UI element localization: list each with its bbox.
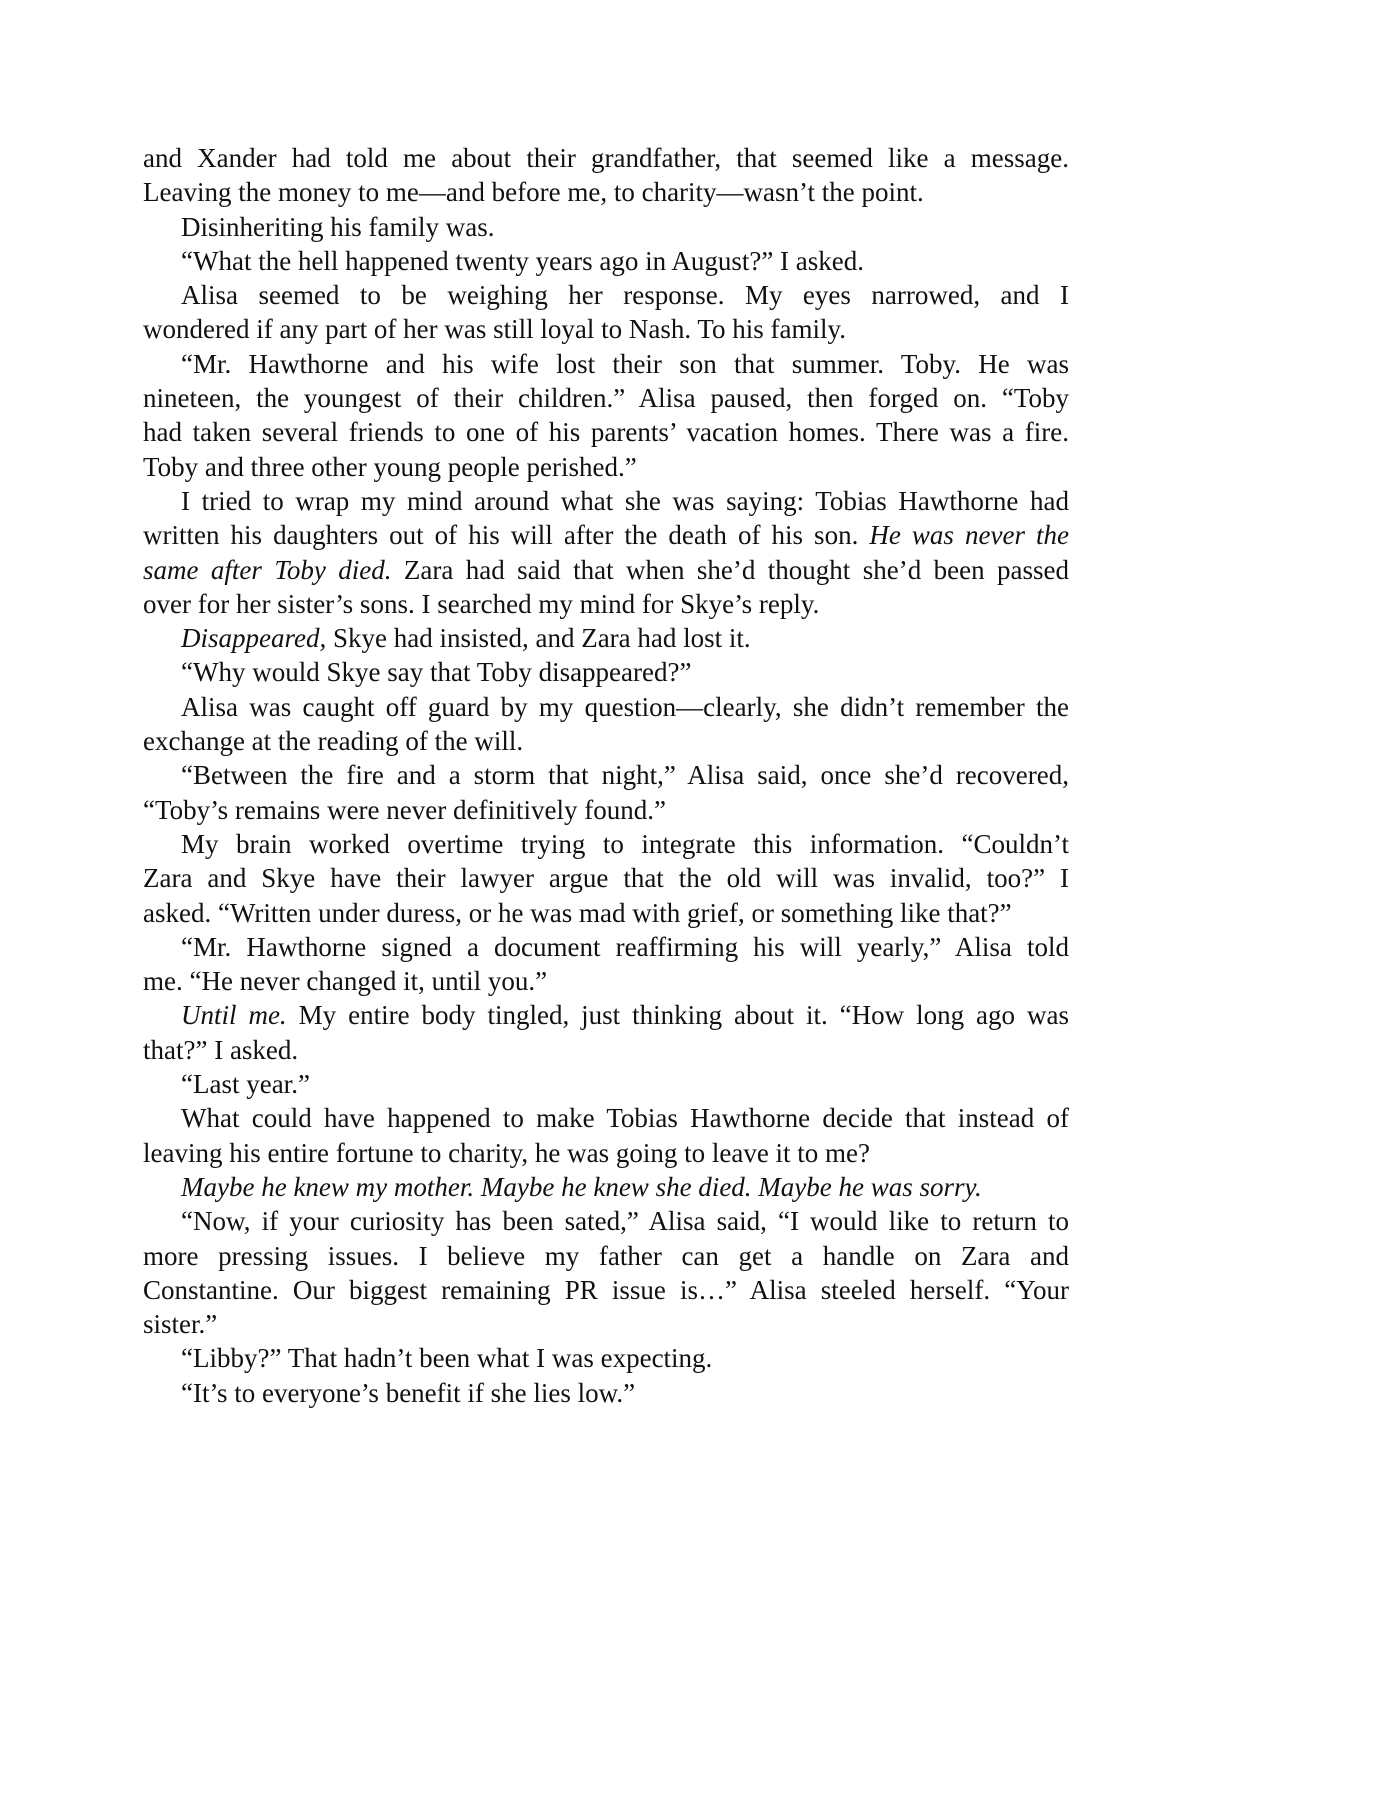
text-line <box>143 141 1069 175</box>
text-span: “Libby?” That hadn’t been what I was expecting. <box>181 1343 713 1374</box>
text-line <box>143 724 1069 758</box>
text-line <box>143 175 1069 209</box>
text-line <box>143 278 1069 312</box>
text-line <box>143 655 1069 689</box>
text-span: What could have happened to make Tobias Hawthorne decide that instead of <box>181 1103 1069 1134</box>
paragraph <box>143 930 1069 999</box>
text-span: asked. “Written under duress, or he was mad with grief, or something like that?” <box>143 897 1012 928</box>
text-span: “What the hell happened twenty years ago in August?” I asked. <box>181 245 865 276</box>
text-line <box>143 1033 1069 1067</box>
paragraph <box>143 1067 1069 1101</box>
text-span: “Between the fire and a storm that night,” Alisa said, once she’d recovered, <box>181 760 1069 791</box>
paragraph <box>143 758 1069 827</box>
paragraph <box>143 278 1069 347</box>
text-line <box>143 518 1069 552</box>
text-line <box>143 1239 1069 1273</box>
paragraph <box>143 210 1069 244</box>
italic-text: Until me. <box>181 1000 287 1031</box>
text-span: had taken several friends to one of his parents’ vacation homes. There was a fire. <box>143 417 1069 448</box>
text-span: written his daughters out of his will after the death of his son. <box>143 520 870 551</box>
text-line <box>143 244 1069 278</box>
paragraph <box>143 141 1069 210</box>
paragraph <box>143 1376 1069 1410</box>
paragraph <box>143 655 1069 689</box>
text-line <box>143 484 1069 518</box>
text-line <box>143 621 1069 655</box>
text-span: wondered if any part of her was still loyal to Nash. To his family. <box>143 314 846 345</box>
text-line <box>143 1204 1069 1238</box>
text-line <box>143 1376 1069 1410</box>
book-page-body <box>143 141 1069 1410</box>
text-span: “Last year.” <box>181 1069 310 1100</box>
text-span: My entire body tingled, just thinking about it. “How long ago was <box>286 1000 1069 1031</box>
text-span: My brain worked overtime trying to integrate this information. “Couldn’t <box>181 828 1069 859</box>
text-line <box>143 690 1069 724</box>
text-line <box>143 312 1069 346</box>
text-line <box>143 758 1069 792</box>
text-line <box>143 1136 1069 1170</box>
paragraph <box>143 621 1069 655</box>
paragraph <box>143 690 1069 759</box>
text-span: “Why would Skye say that Toby disappeared?” <box>181 657 692 688</box>
paragraph <box>143 244 1069 278</box>
text-span: “Mr. Hawthorne signed a document reaffirming his will yearly,” Alisa told <box>181 931 1069 962</box>
italic-text: Disappeared, <box>181 623 327 654</box>
paragraph <box>143 1341 1069 1375</box>
text-span: Constantine. Our biggest remaining PR issue is…” Alisa steeled herself. “Your <box>143 1274 1069 1305</box>
italic-text: Maybe he knew my mother. Maybe he knew she died. Maybe he was sorry. <box>181 1171 982 1202</box>
text-line <box>143 964 1069 998</box>
text-line <box>143 587 1069 621</box>
paragraph <box>143 1204 1069 1341</box>
text-line <box>143 450 1069 484</box>
text-span: me. “He never changed it, until you.” <box>143 966 548 997</box>
text-span: over for her sister’s sons. I searched my mind for Skye’s reply. <box>143 588 820 619</box>
text-span: leaving his entire fortune to charity, he was going to leave it to me? <box>143 1137 871 1168</box>
text-line <box>143 415 1069 449</box>
text-span: more pressing issues. I believe my father can get a handle on Zara and <box>143 1240 1069 1271</box>
text-line <box>143 1273 1069 1307</box>
text-span: Alisa was caught off guard by my question—clearly, she didn’t remember the <box>181 691 1069 722</box>
text-line <box>143 553 1069 587</box>
text-span: Disinheriting his family was. <box>181 211 495 242</box>
text-line <box>143 347 1069 381</box>
paragraph <box>143 1101 1069 1170</box>
text-line <box>143 930 1069 964</box>
text-span: “Now, if your curiosity has been sated,” Alisa said, “I would like to return to <box>181 1206 1069 1237</box>
paragraph <box>143 827 1069 930</box>
text-span: Alisa seemed to be weighing her response. My eyes narrowed, and I <box>181 280 1069 311</box>
text-line <box>143 1067 1069 1101</box>
text-line <box>143 793 1069 827</box>
text-line <box>143 827 1069 861</box>
text-span: sister.” <box>143 1309 218 1340</box>
text-span: that?” I asked. <box>143 1034 299 1065</box>
text-span: exchange at the reading of the will. <box>143 726 524 757</box>
italic-text: He was never the <box>869 520 1069 551</box>
text-line <box>143 998 1069 1032</box>
text-span: Leaving the money to me—and before me, to charity—wasn’t the point. <box>143 177 924 208</box>
text-line <box>143 1307 1069 1341</box>
paragraph <box>143 347 1069 484</box>
text-line <box>143 1170 1069 1204</box>
text-span: “Mr. Hawthorne and his wife lost their son that summer. Toby. He was <box>181 348 1069 379</box>
paragraph <box>143 484 1069 621</box>
text-line <box>143 896 1069 930</box>
text-span: Zara had said that when she’d thought she’d been passed <box>391 554 1069 585</box>
text-line <box>143 1101 1069 1135</box>
text-span: “Toby’s remains were never definitively found.” <box>143 794 666 825</box>
text-span: I tried to wrap my mind around what she was saying: Tobias Hawthorne had <box>181 485 1069 516</box>
text-line <box>143 381 1069 415</box>
paragraph <box>143 998 1069 1067</box>
text-line <box>143 210 1069 244</box>
text-span: Skye had insisted, and Zara had lost it. <box>326 623 751 654</box>
text-span: and Xander had told me about their grandfather, that seemed like a message. <box>143 143 1069 173</box>
paragraph <box>143 1170 1069 1204</box>
text-line <box>143 861 1069 895</box>
italic-text: same after Toby died. <box>143 554 392 585</box>
text-span: Zara and Skye have their lawyer argue that the old will was invalid, too?” I <box>143 863 1069 894</box>
text-span: nineteen, the youngest of their children.” Alisa paused, then forged on. “Toby <box>143 383 1069 414</box>
text-span: “It’s to everyone’s benefit if she lies low.” <box>181 1377 636 1408</box>
text-line <box>143 1341 1069 1375</box>
text-span: Toby and three other young people perished.” <box>143 451 637 482</box>
